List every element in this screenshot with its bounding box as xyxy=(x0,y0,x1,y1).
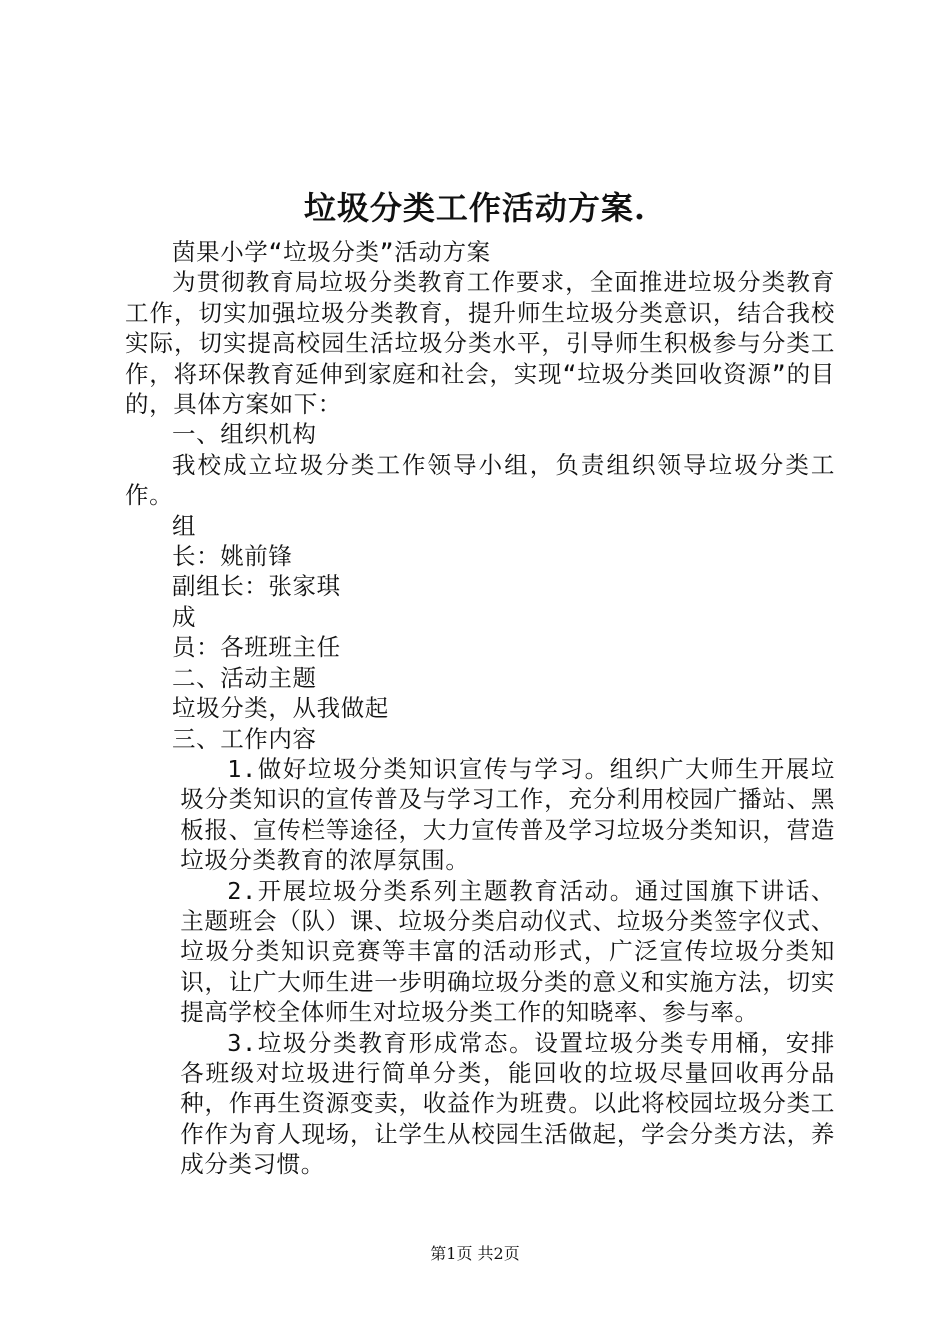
section-heading-theme: 二、活动主题 xyxy=(172,663,317,692)
document-body xyxy=(125,237,835,1180)
document-subtitle: 茵果小学“垃圾分类”活动方案 xyxy=(172,238,491,266)
document-title: 垃圾分类工作活动方案. xyxy=(303,189,647,227)
members-label-part: 成 xyxy=(172,602,197,631)
work-item-3: 3.垃圾分类教育形成常态。设置垃圾分类专用桶，安排各班级对垃圾进行简单分类，能回收的垃圾尽量回收再分品种，作再生资源变卖，收益作为班费。以此将校园垃圾分类工作作为育人现场，让学生从校园生活做起，学会分类方法，养成分类习惯。 xyxy=(180,1028,835,1179)
theme-text: 垃圾分类，从我做起 xyxy=(172,694,389,723)
deputy-leader-line: 副组长：张家琪 xyxy=(172,572,341,601)
section-heading-organization: 一、组织机构 xyxy=(172,420,317,449)
work-item-1: 1.做好垃圾分类知识宣传与学习。组织广大师生开展垃圾分类知识的宣传普及与学习工作，充分利用校园广播站、黑板报、宣传栏等途径，大力宣传普及学习垃圾分类知识，营造垃圾分类教育的浓厚氛围。 xyxy=(180,754,835,875)
organization-paragraph: 我校成立垃圾分类工作领导小组，负责组织领导垃圾分类工作。 xyxy=(125,450,835,510)
section-heading-content: 三、工作内容 xyxy=(172,724,317,753)
work-item-2: 2.开展垃圾分类系列主题教育活动。通过国旗下讲话、主题班会（队）课、垃圾分类启动仪式、垃圾分类签字仪式、垃圾分类知识竞赛等丰富的活动形式，广泛宣传垃圾分类知识，让广大师生进一步明确垃圾分类的意义和实施方法，切实提高学校全体师生对垃圾分类工作的知晓率、参与率。 xyxy=(180,876,835,1027)
leader-label-part: 组 xyxy=(172,511,197,540)
page-footer: 第1页 共2页 xyxy=(430,1244,520,1263)
leader-line: 长：姚前锋 xyxy=(172,542,293,571)
intro-paragraph: 为贯彻教育局垃圾分类教育工作要求，全面推进垃圾分类教育工作，切实加强垃圾分类教育，提升师生垃圾分类意识，结合我校实际，切实提高校园生活垃圾分类水平，引导师生积极参与分类工作，将环保教育延伸到家庭和社会，实现“垃圾分类回收资源”的目的，具体方案如下： xyxy=(125,268,835,419)
members-line: 员：各班班主任 xyxy=(172,633,341,662)
